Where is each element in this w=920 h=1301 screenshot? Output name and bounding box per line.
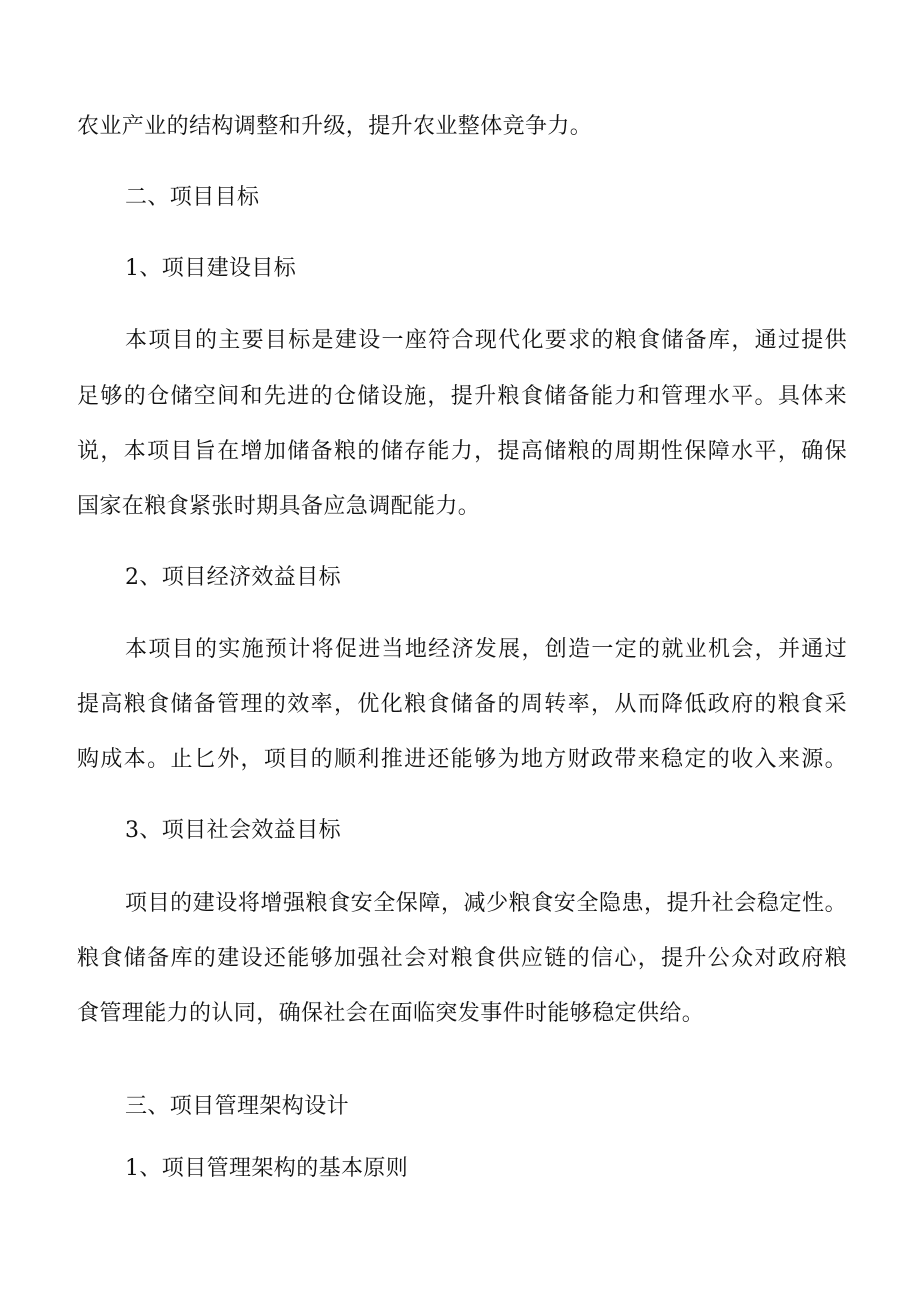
paragraph-line: 项目的建设将增强粮食安全保障，减少粮食安全隐患，提升社会稳定性。 — [125, 891, 847, 916]
subheading-social-goals: 3、项目社会效益目标 — [125, 818, 341, 843]
section-heading-project-goals: 二、项目目标 — [125, 185, 260, 210]
paragraph-line: 本项目的实施预计将促进当地经济发展，创造一定的就业机会，并通过 — [125, 637, 847, 662]
subheading-management-principles: 1、项目管理架构的基本原则 — [125, 1156, 409, 1181]
paragraph-line: 本项目的主要目标是建设一座符合现代化要求的粮食储备库，通过提供 — [125, 328, 847, 353]
section-heading-management-structure: 三、项目管理架构设计 — [125, 1094, 350, 1119]
paragraph-line: 说，本项目旨在增加储备粮的储存能力，提高储粮的周期性保障水平，确保 — [77, 439, 847, 464]
subheading-economic-goals: 2、项目经济效益目标 — [125, 565, 341, 590]
paragraph-line: 提高粮食储备管理的效率，优化粮食储备的周转率，从而降低政府的粮食采 — [77, 692, 847, 717]
paragraph-line: 购成本。止匕外，项目的顺利推进还能够为地方财政带来稳定的收入来源。 — [77, 747, 847, 772]
paragraph-continuation-line: 农业产业的结构调整和升级，提升农业整体竞争力。 — [77, 114, 593, 139]
paragraph-line: 足够的仓储空间和先进的仓储设施，提升粮食储备能力和管理水平。具体来 — [77, 384, 847, 409]
paragraph-line: 粮食储备库的建设还能够加强社会对粮食供应链的信心，提升公众对政府粮 — [77, 946, 847, 971]
paragraph-line: 食管理能力的认同，确保社会在面临突发事件时能够稳定供给。 — [77, 1001, 705, 1026]
paragraph-line: 国家在粮食紧张时期具备应急调配能力。 — [77, 494, 481, 519]
subheading-construction-goals: 1、项目建设目标 — [125, 256, 297, 281]
